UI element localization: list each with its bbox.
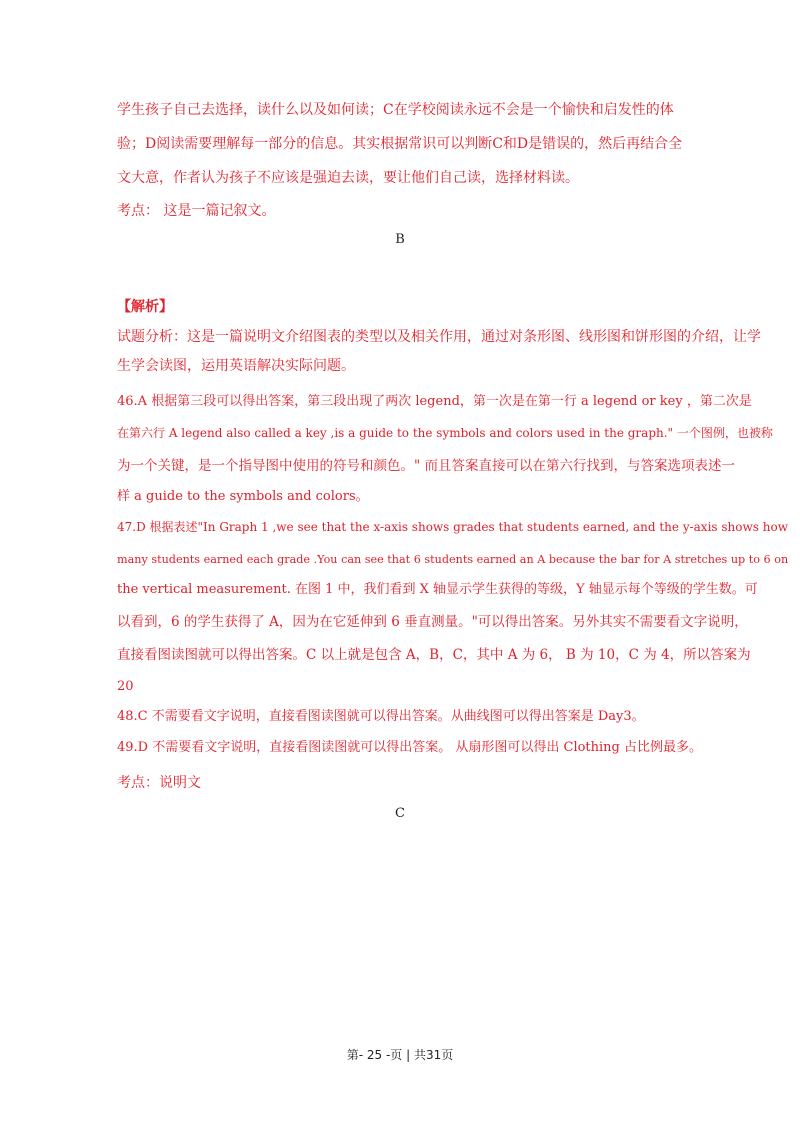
analysis-header: 【解析】 (117, 299, 173, 315)
analysis-line: 48.C 不需要看文字说明，直接看图读图就可以得出答案。从曲线图可以得出答案是 Day3。 (117, 709, 645, 724)
page-footer: 第- 25 -页 | 共31页 (346, 1048, 454, 1062)
analysis-line: the vertical measurement. 在图 1 中，我们看到 X 轴显示学生获得的等级，Y 轴显示每个等级的学生数。可 (117, 582, 758, 597)
analysis-line: 47.D 根据表述"In Graph 1 ,we see that the x-axis shows grades that students earned, and the y-axis shows how (117, 520, 788, 534)
analysis-line: 20 (117, 679, 134, 694)
kaodian-label: 考点：说明文 (117, 775, 201, 791)
analysis-line: 试题分析：这是一篇说明文介绍图表的类型以及相关作用，通过对条形图、线形图和饼形图的介绍，让学 (117, 329, 761, 345)
analysis-line: 生学会读图，运用英语解决实际问题。 (117, 358, 355, 374)
analysis-line: 直接看图读图就可以得出答案。C 以上就是包含 A，B，C，其中 A 为 6， B 为 10，C 为 4，所以答案为 (117, 647, 751, 663)
analysis-line: 为一个关键，是一个指导图中使用的符号和颜色。" 而且答案直接可以在第六行找到，与答案选项表述一 (117, 458, 735, 474)
section-b-label: B (395, 232, 405, 247)
analysis-line: many students earned each grade .You can see that 6 students earned an A because the bar for A stretches up to 6 on (117, 553, 789, 566)
analysis-line: 46.A 根据第三段可以得出答案，第三段出现了两次 legend，第一次是在第一行 a legend or key ，第二次是 (117, 394, 752, 409)
analysis-line: 样 a guide to the symbols and colors。 (117, 489, 369, 504)
analysis-line: 以看到，6 的学生获得了 A，因为在它延伸到 6 垂直测量。"可以得出答案。另外其实不需要看文字说明， (117, 614, 748, 630)
text-line: 文大意，作者认为孩子不应该是强迫去读，要让他们自己读，选择材料读。 (117, 170, 579, 186)
text-line: 学生孩子自己去选择，读什么以及如何读；C在学校阅读永远不会是一个愉快和启发性的体 (117, 102, 674, 118)
section-c-label: C (395, 806, 405, 821)
analysis-line: 在第六行 A legend also called a key ,is a guide to the symbols and colors used in the graph." 一个图例，也被称 (117, 426, 773, 440)
text-line: 验；D阅读需要理解每一部分的信息。其实根据常识可以判断C和D是错误的，然后再结合全 (117, 136, 683, 152)
analysis-line: 49.D 不需要看文字说明，直接看图读图就可以得出答案。 从扇形图可以得出 Clothing 占比例最多。 (117, 740, 703, 755)
text-line: 考点： 这是一篇记叙文。 (117, 203, 276, 219)
